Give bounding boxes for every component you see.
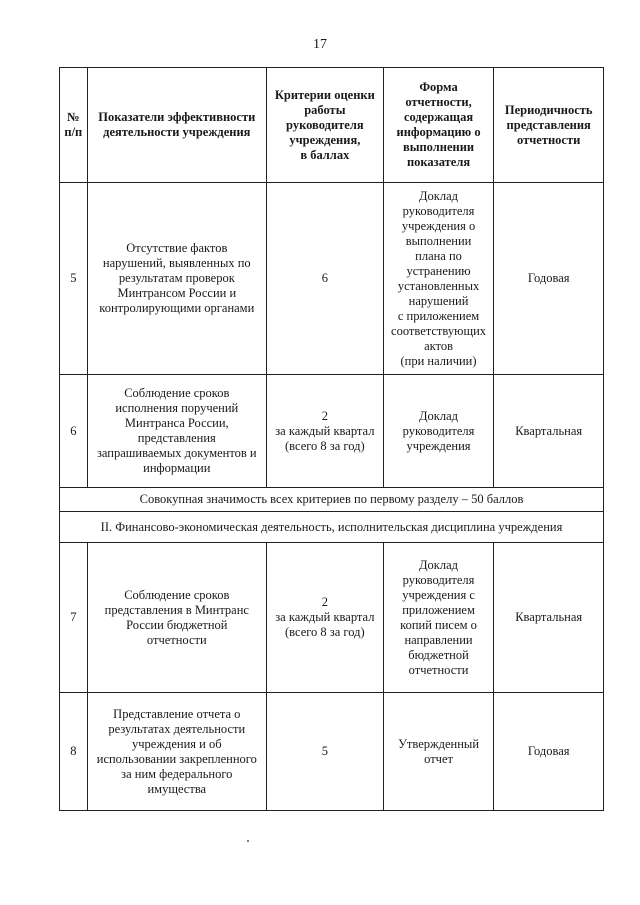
row-criteria: 6 xyxy=(266,183,383,375)
row-form: Доклад руководителя учреждения xyxy=(383,375,494,488)
row-indicator: Соблюдение сроков представления в Минтранс России бюджетной отчетности xyxy=(87,543,266,693)
row-num: 5 xyxy=(60,183,88,375)
row-indicator: Соблюдение сроков исполнения поручений Минтранса России, представления запрашиваемых документов и информации xyxy=(87,375,266,488)
header-period: Периодичность представления отчетности xyxy=(494,68,604,183)
row-num: 6 xyxy=(60,375,88,488)
row-period: Годовая xyxy=(494,693,604,811)
row-period: Квартальная xyxy=(494,543,604,693)
table-header-row xyxy=(60,68,604,183)
row-form: Доклад руководителя учреждения с приложением копий писем о направлении бюджетной отчетности xyxy=(383,543,494,693)
row-num: 8 xyxy=(60,693,88,811)
table-row xyxy=(60,183,604,375)
row-criteria: 5 xyxy=(266,693,383,811)
scan-speck xyxy=(247,840,249,842)
row-criteria: 2 за каждый квартал (всего 8 за год) xyxy=(266,375,383,488)
table-row xyxy=(60,693,604,811)
page-number: 17 xyxy=(313,37,327,52)
summary-text: Совокупная значимость всех критериев по первому разделу – 50 баллов xyxy=(60,488,604,512)
row-indicator: Представление отчета о результатах деятельности учреждения и об использовании закрепленного за ним федерального имущества xyxy=(87,693,266,811)
table-row xyxy=(60,543,604,693)
section-row xyxy=(60,512,604,543)
section-title: II. Финансово-экономическая деятельность, исполнительская дисциплина учреждения xyxy=(60,512,604,543)
row-indicator: Отсутствие фактов нарушений, выявленных по результатам проверок Минтрансом России и контролирующими органами xyxy=(87,183,266,375)
header-num: № п/п xyxy=(60,68,88,183)
header-criteria: Критерии оценки работы руководителя учреждения, в баллах xyxy=(266,68,383,183)
row-criteria: 2 за каждый квартал (всего 8 за год) xyxy=(266,543,383,693)
row-period: Квартальная xyxy=(494,375,604,488)
row-form: Утвержденный отчет xyxy=(383,693,494,811)
header-indicator: Показатели эффективности деятельности учреждения xyxy=(87,68,266,183)
row-num: 7 xyxy=(60,543,88,693)
row-form: Доклад руководителя учреждения о выполнении плана по устранению установленных нарушений с приложением соответствующих актов (при наличии) xyxy=(383,183,494,375)
summary-row xyxy=(60,488,604,512)
criteria-table xyxy=(59,67,604,811)
header-form: Форма отчетности, содержащая информацию о выполнении показателя xyxy=(383,68,494,183)
row-period: Годовая xyxy=(494,183,604,375)
table-row xyxy=(60,375,604,488)
